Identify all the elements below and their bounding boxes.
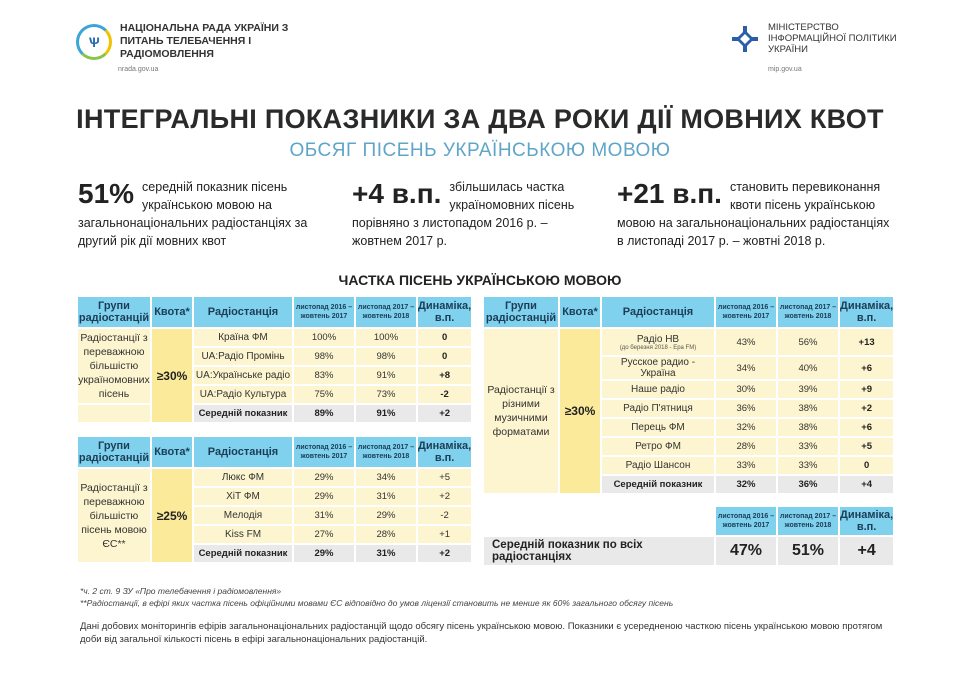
nrada-site: nrada.gov.ua (118, 66, 159, 73)
station-name: Мелодія (194, 507, 292, 524)
value-period2: 38% (778, 419, 838, 436)
stat-text: збільшилась частка україномовних пісень порівняно з листопадом 2016 р. – жовтнем 2017 р. (352, 180, 575, 248)
avg-period2: 31% (356, 545, 416, 562)
value-period2: 33% (778, 457, 838, 474)
avg-label: Середній показник (194, 405, 292, 422)
value-period2: 28% (356, 526, 416, 543)
avg-period1: 32% (716, 476, 776, 493)
mip-org-name: МІНІСТЕРСТВО ІНФОРМАЦІЙНОЇ ПОЛІТИКИ УКРАЇНИ (768, 22, 897, 55)
value-dynamics: +13 (840, 329, 893, 355)
value-dynamics: -2 (418, 507, 471, 524)
header-dynamics: Динаміка, в.п. (418, 437, 471, 467)
stat-value: 51% (78, 178, 135, 209)
value-period1: 100% (294, 329, 354, 346)
value-dynamics: +9 (840, 381, 893, 398)
page-title: ІНТЕГРАЛЬНІ ПОКАЗНИКИ ЗА ДВА РОКИ ДІЇ МОВНИХ КВОТ (76, 104, 884, 134)
page-subtitle: ОБСЯГ ПІСЕНЬ УКРАЇНСЬКОЮ МОВОЮ (289, 140, 671, 161)
stat-text: становить перевиконання квоти пісень українською мовою на загальнонаціональних радіостанціях в листопаді 2017 р. – жовтні 2018 р. (617, 180, 890, 248)
value-dynamics: -2 (418, 386, 471, 403)
station-name (602, 329, 714, 355)
station-name: UA:Радіо Промінь (194, 348, 292, 365)
value-period2: 100% (356, 329, 416, 346)
overall-average-table (482, 505, 895, 567)
station-name: Люкс ФМ (194, 469, 292, 486)
station-name: Русское радио - Україна (602, 357, 714, 379)
value-period1: 30% (716, 381, 776, 398)
overall-dynamics: +4 (840, 537, 893, 565)
station-name: Наше радіо (602, 381, 714, 398)
stat-block (617, 178, 897, 250)
stat-block (78, 178, 313, 250)
value-period1: 31% (294, 507, 354, 524)
value-period1: 98% (294, 348, 354, 365)
overall-period1: 47% (716, 537, 776, 565)
stat-text: середній показник пісень українською мовою на загальнонаціональних радіостанціях за другий рік дії мовних квот (78, 180, 308, 248)
value-dynamics: 0 (418, 348, 471, 365)
avg-dynamics: +2 (418, 545, 471, 562)
value-dynamics: 0 (418, 329, 471, 346)
value-dynamics: +5 (418, 469, 471, 486)
group-label: Радіостанції з переважною більшістю україномовних пісень (78, 329, 150, 403)
section-title: ЧАСТКА ПІСЕНЬ УКРАЇНСЬКОЮ МОВОЮ (338, 272, 622, 288)
station-name: Країна ФМ (194, 329, 292, 346)
value-period1: 32% (716, 419, 776, 436)
avg-period1: 89% (294, 405, 354, 422)
nrada-logo (76, 22, 320, 61)
value-dynamics: +6 (840, 357, 893, 379)
overall-label: Середній показник по всіх радіостанціях (484, 537, 714, 565)
header-dynamics: Динаміка, в.п. (840, 297, 893, 327)
value-dynamics: 0 (840, 457, 893, 474)
ukrainian-stations-table (76, 295, 473, 424)
footnote-eu: **Радіостанції, в ефірі яких частка пісень офіційними мовами ЄС відповідно до умов ліцензії становить не менше як 60% загального обсягу пісень (80, 598, 674, 608)
avg-dynamics: +2 (418, 405, 471, 422)
value-dynamics: +2 (418, 488, 471, 505)
value-period1: 83% (294, 367, 354, 384)
station-name: Радіо Шансон (602, 457, 714, 474)
value-period2: 34% (356, 469, 416, 486)
header-period1: листопад 2016 – жовтень 2017 (716, 297, 776, 327)
value-period2: 38% (778, 400, 838, 417)
value-dynamics: +6 (840, 419, 893, 436)
value-period2: 33% (778, 438, 838, 455)
header-station: Радіостанція (194, 297, 292, 327)
header-group: Групи радіостанцій (484, 297, 558, 327)
quota-value: ≥30% (560, 329, 600, 493)
station-name: Ретро ФМ (602, 438, 714, 455)
footnote-quota: *ч. 2 ст. 9 ЗУ «Про телебачення і радіомовлення» (80, 586, 282, 596)
avg-label: Середній показник (194, 545, 292, 562)
value-period2: 29% (356, 507, 416, 524)
mip-star-emblem-icon (730, 24, 760, 54)
avg-period1: 29% (294, 545, 354, 562)
group-spacer (78, 405, 150, 422)
value-period1: 43% (716, 329, 776, 355)
header-period2: листопад 2017 – жовтень 2018 (778, 297, 838, 327)
header-period1: листопад 2016 – жовтень 2017 (294, 297, 354, 327)
trident-emblem-icon: Ѱ (76, 24, 112, 60)
stat-value: +4 в.п. (352, 178, 442, 209)
header-quota: Квота* (560, 297, 600, 327)
avg-dynamics: +4 (840, 476, 893, 493)
value-period2: 91% (356, 367, 416, 384)
value-period1: 75% (294, 386, 354, 403)
header-dynamics: Динаміка, в.п. (418, 297, 471, 327)
avg-period2: 36% (778, 476, 838, 493)
station-name: Радіо П'ятниця (602, 400, 714, 417)
header-period2: листопад 2017 – жовтень 2018 (356, 297, 416, 327)
value-period1: 28% (716, 438, 776, 455)
header-period2: листопад 2017 – жовтень 2018 (356, 437, 416, 467)
value-period2: 39% (778, 381, 838, 398)
header-quota: Квота* (152, 297, 192, 327)
value-period2: 73% (356, 386, 416, 403)
data-source-note: Дані добових моніторингів ефірів загальнонаціональних радіостанцій щодо обсягу пісень українською мовою. Показники є усередненою часткою пісень українською мовою протягом доби від загальної кількості пісень в ефірі загальнонаціональних радіостанцій. (80, 621, 883, 645)
header-station: Радіостанція (602, 297, 714, 327)
header-spacer (484, 507, 714, 535)
value-period1: 29% (294, 488, 354, 505)
station-name-text: Радіо НВ (636, 333, 680, 345)
header-group: Групи радіостанцій (78, 437, 150, 467)
overall-period2: 51% (778, 537, 838, 565)
nrada-org-name: НАЦІОНАЛЬНА РАДА УКРАЇНИ З ПИТАНЬ ТЕЛЕБАЧЕННЯ І РАДІОМОВЛЕННЯ (120, 22, 289, 60)
value-period1: 34% (716, 357, 776, 379)
header-quota: Квота* (152, 437, 192, 467)
value-dynamics: +8 (418, 367, 471, 384)
stat-value: +21 в.п. (617, 178, 722, 209)
value-period2: 31% (356, 488, 416, 505)
value-period1: 33% (716, 457, 776, 474)
value-period2: 56% (778, 329, 838, 355)
header-period2: листопад 2017 – жовтень 2018 (778, 507, 838, 535)
group-label: Радіостанції з переважною більшістю пісень мовою ЄС** (78, 469, 150, 562)
format-stations-table (482, 295, 895, 495)
eu-stations-table (76, 435, 473, 564)
group-label: Радіостанції з різними музичними форматами (484, 329, 558, 493)
station-name: ХіТ ФМ (194, 488, 292, 505)
station-name: Перець ФМ (602, 419, 714, 436)
header-dynamics: Динаміка, в.п. (840, 509, 894, 533)
value-period2: 98% (356, 348, 416, 365)
header-period1: листопад 2016 – жовтень 2017 (294, 437, 354, 467)
station-note: (до березня 2018 - Ера FM) (619, 344, 697, 351)
value-period1: 36% (716, 400, 776, 417)
value-dynamics: +1 (418, 526, 471, 543)
avg-period2: 91% (356, 405, 416, 422)
value-period1: 29% (294, 469, 354, 486)
value-dynamics: +2 (840, 400, 893, 417)
station-name: UA:Радіо Культура (194, 386, 292, 403)
stat-block (352, 178, 584, 250)
value-dynamics: +5 (840, 438, 893, 455)
avg-label: Середній показник (602, 476, 714, 493)
mip-site: mip.gov.ua (768, 66, 802, 73)
station-name: Kiss FM (194, 526, 292, 543)
value-period1: 27% (294, 526, 354, 543)
header-station: Радіостанція (194, 437, 292, 467)
mip-logo (730, 22, 898, 55)
header-group: Групи радіостанцій (78, 297, 150, 327)
header-period1: листопад 2016 – жовтень 2017 (716, 507, 776, 535)
quota-value: ≥25% (152, 469, 192, 562)
station-name: UA:Українське радіо (194, 367, 292, 384)
value-period2: 40% (778, 357, 838, 379)
quota-value: ≥30% (152, 329, 192, 422)
